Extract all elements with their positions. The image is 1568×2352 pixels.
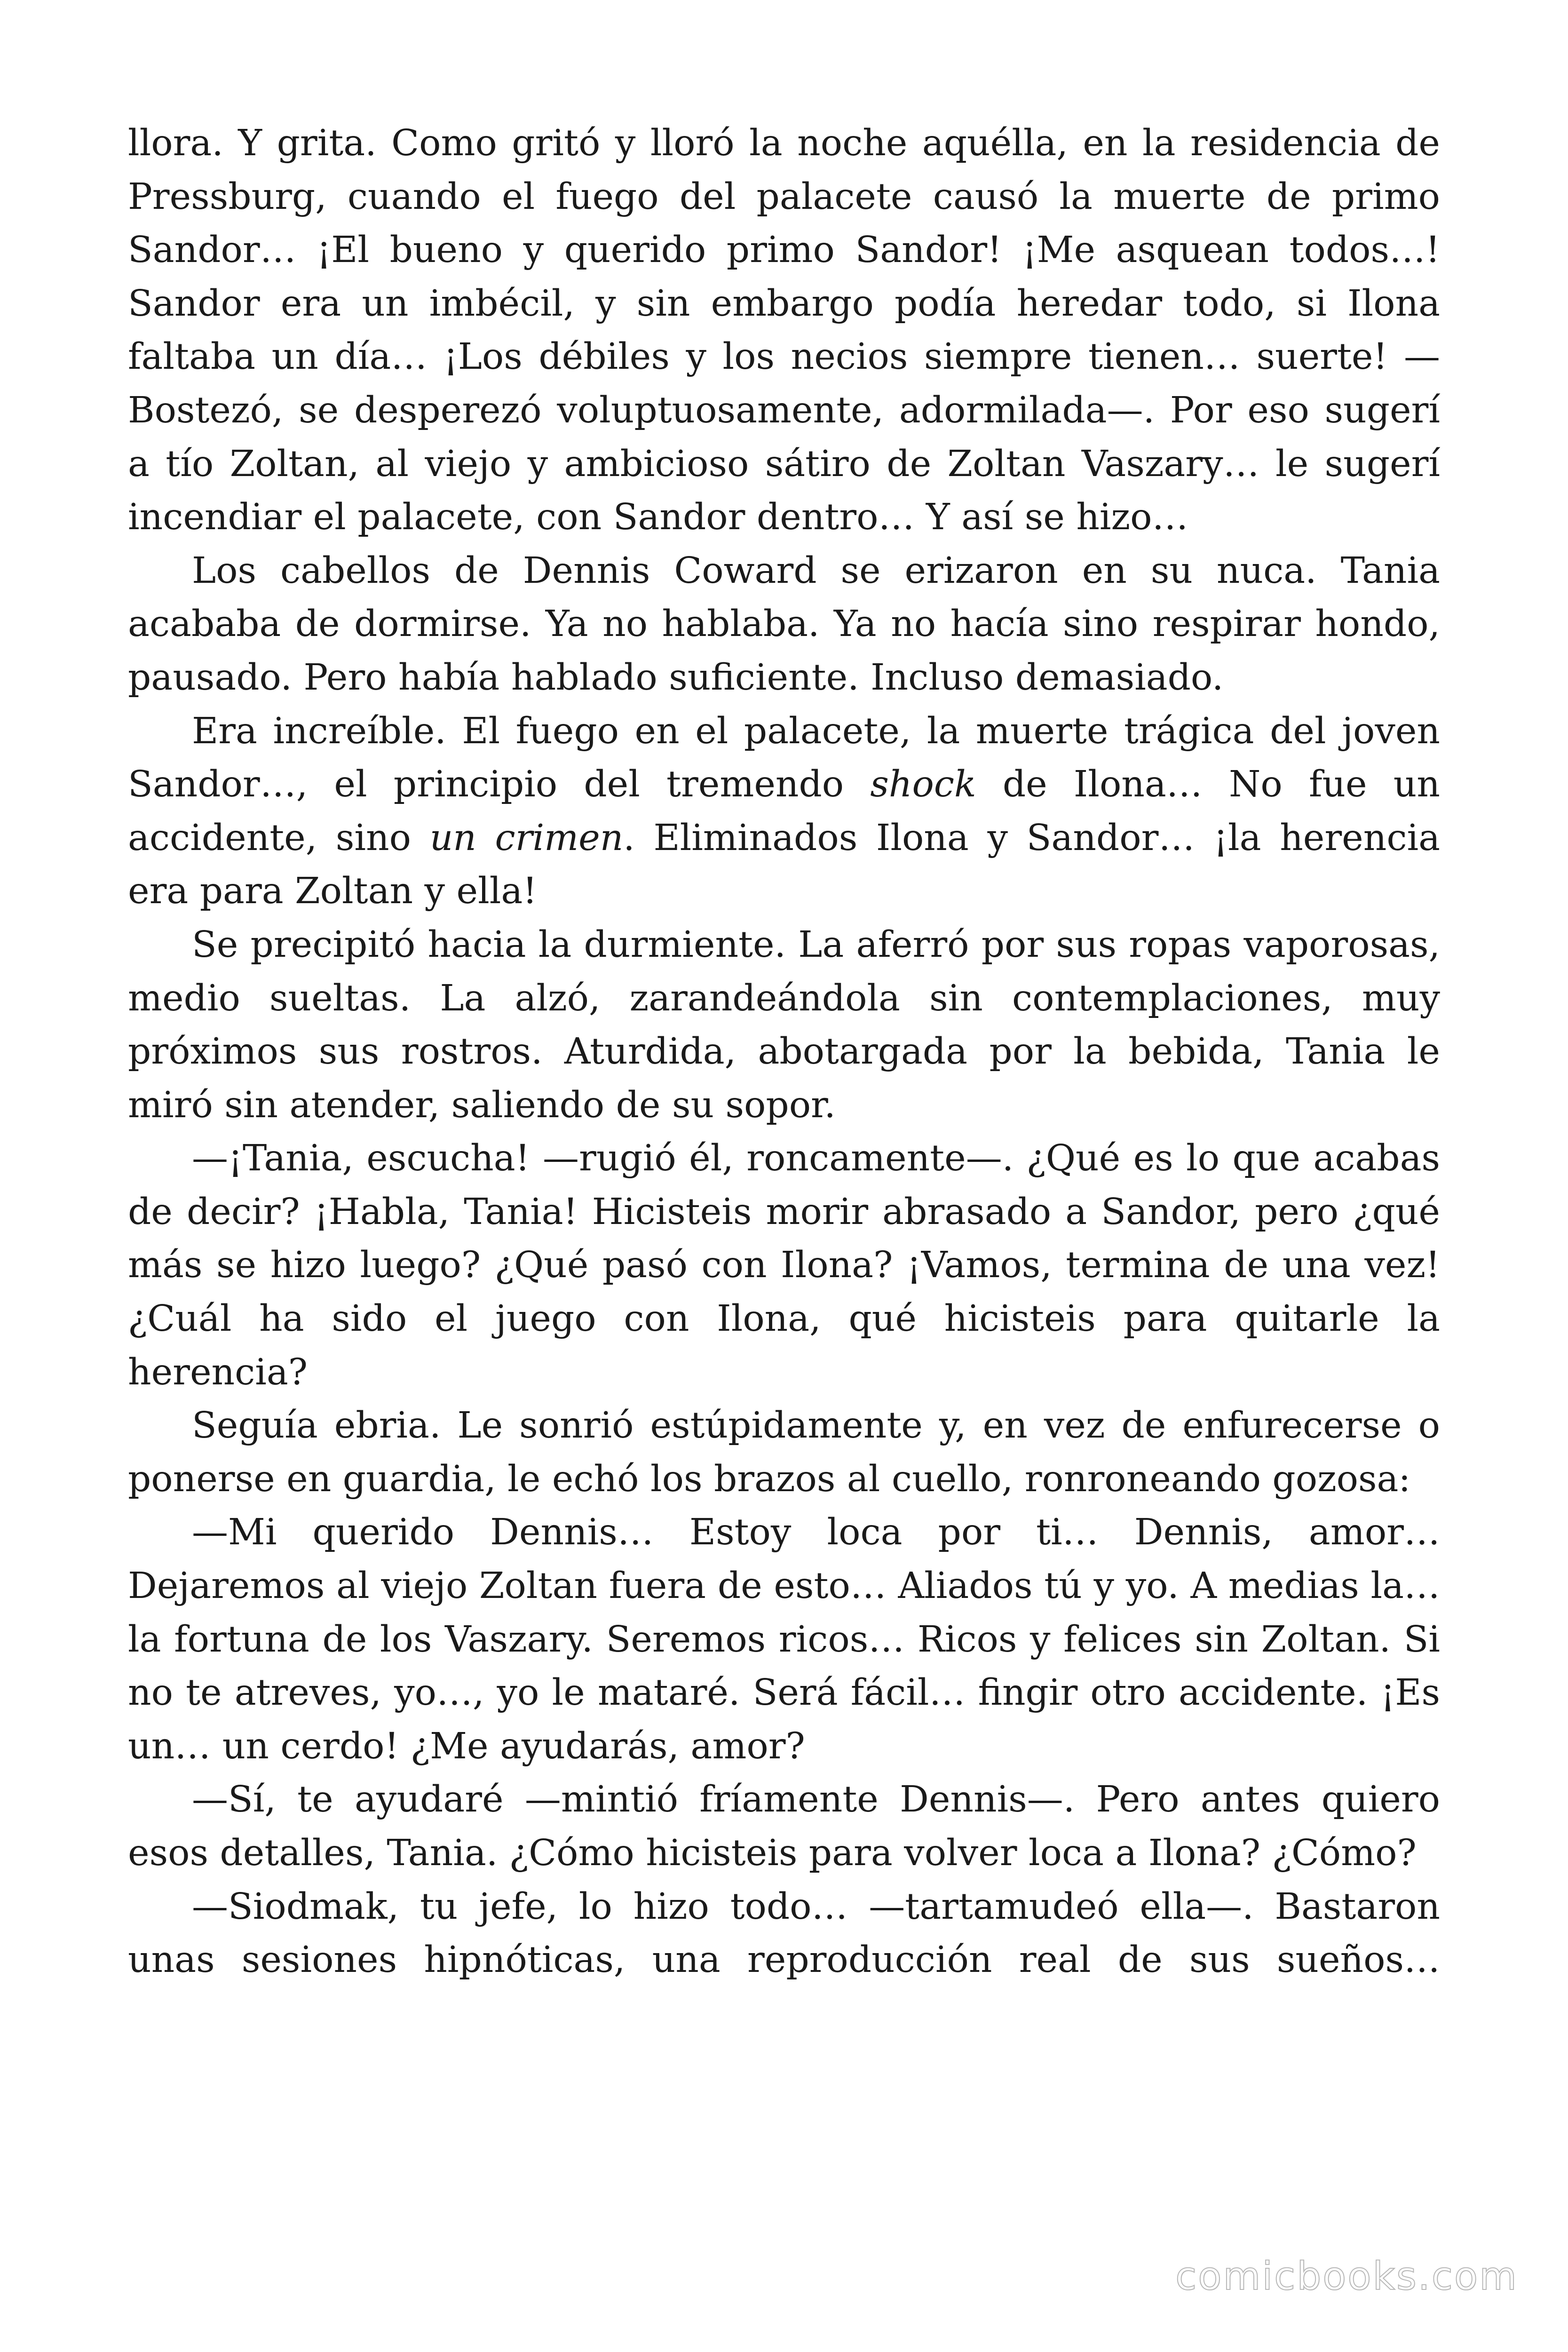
paragraph [128,705,1440,918]
watermark-logo: comicbooks.com [1175,2254,1518,2299]
italic-text: un crimen [429,817,624,859]
paragraph-text: Se precipitó hacia la durmiente. La aferró por sus ropas vaporosas, medio sueltas. La alzó, zarandeándola sin contemplaciones, muy próximos sus rostros. Aturdida, abotargada por la bebida, Tania le miró sin atender, saliendo de su sopor. [128,923,1440,1126]
paragraph-text: llora. Y grita. Como gritó y lloró la noche aquélla, en la residencia de Pressburg, cuando el fuego del palacete causó la muerte de primo Sandor… ¡El bueno y querido primo Sandor! ¡Me asquean todos…! Sandor era un imbécil, y sin embargo podía heredar todo, si Ilona faltaba un día… ¡Los débiles y los necios siempre tienen… suerte! —Bostezó, se desperezó voluptuosamente, adormilada—. Por eso sugerí a tío Zoltan, al viejo y ambicioso sátiro de Zoltan Vaszary… le sugerí incendiar el palacete, con Sandor dentro… Y así se hizo… [128,122,1440,539]
italic-text: shock [870,763,976,806]
page-body [128,117,1440,1987]
paragraph-text: —Mi querido Dennis… Estoy loca por ti… Dennis, amor… Dejaremos al viejo Zoltan fuera de esto… Aliados tú y yo. A medias la… la fortuna de los Vaszary. Seremos ricos… Ricos y felices sin Zoltan. Si no te atreves, yo…, yo le mataré. Será fácil… fingir otro accidente. ¡Es un… un cerdo! ¿Me ayudarás, amor? [128,1511,1440,1767]
paragraph-text: . Eliminados Ilona y Sandor… ¡la herencia era para Zoltan y ella! [128,817,1440,913]
paragraph-text: Los cabellos de Dennis Coward se erizaron en su nuca. Tania acababa de dormirse. Ya no hablaba. Ya no hacía sino respirar hondo, pausado. Pero había hablado suficiente. Incluso demasiado. [128,549,1440,699]
paragraph-text: de Ilona… No fue un accidente, sino [128,763,1440,859]
paragraph-text: Era increíble. El fuego en el palacete, la muerte trágica del joven Sandor…, el principio del tremendo [128,710,1440,806]
paragraph-text: —¡Tania, escucha! —rugió él, roncamente—. ¿Qué es lo que acabas de decir? ¡Habla, Tania! Hicisteis morir abrasado a Sandor, pero ¿qué más se hizo luego? ¿Qué pasó con Ilona? ¡Vamos, termina de una vez! ¿Cuál ha sido el juego con Ilona, qué hicisteis para quitarle la herencia? [128,1137,1440,1393]
paragraph-text: —Siodmak, tu jefe, lo hizo todo… —tartamudeó ella—. Bastaron unas sesiones hipnóticas, una reproducción real de sus sueños… [128,1885,1440,1981]
paragraph [128,918,1440,1132]
paragraph [128,1132,1440,1399]
paragraph [128,544,1440,705]
paragraph [128,1773,1440,1880]
paragraph [128,1506,1440,1773]
paragraph [128,117,1440,544]
paragraph-text: Seguía ebria. Le sonrió estúpidamente y, en vez de enfurecerse o ponerse en guardia, le echó los brazos al cuello, ronroneando gozosa: [128,1405,1440,1500]
paragraph [128,1880,1440,1987]
paragraph [128,1399,1440,1506]
paragraph-text: —Sí, te ayudaré —mintió fríamente Dennis—. Pero antes quiero esos detalles, Tania. ¿Cómo hicisteis para volver loca a Ilona? ¿Cómo? [128,1779,1440,1874]
